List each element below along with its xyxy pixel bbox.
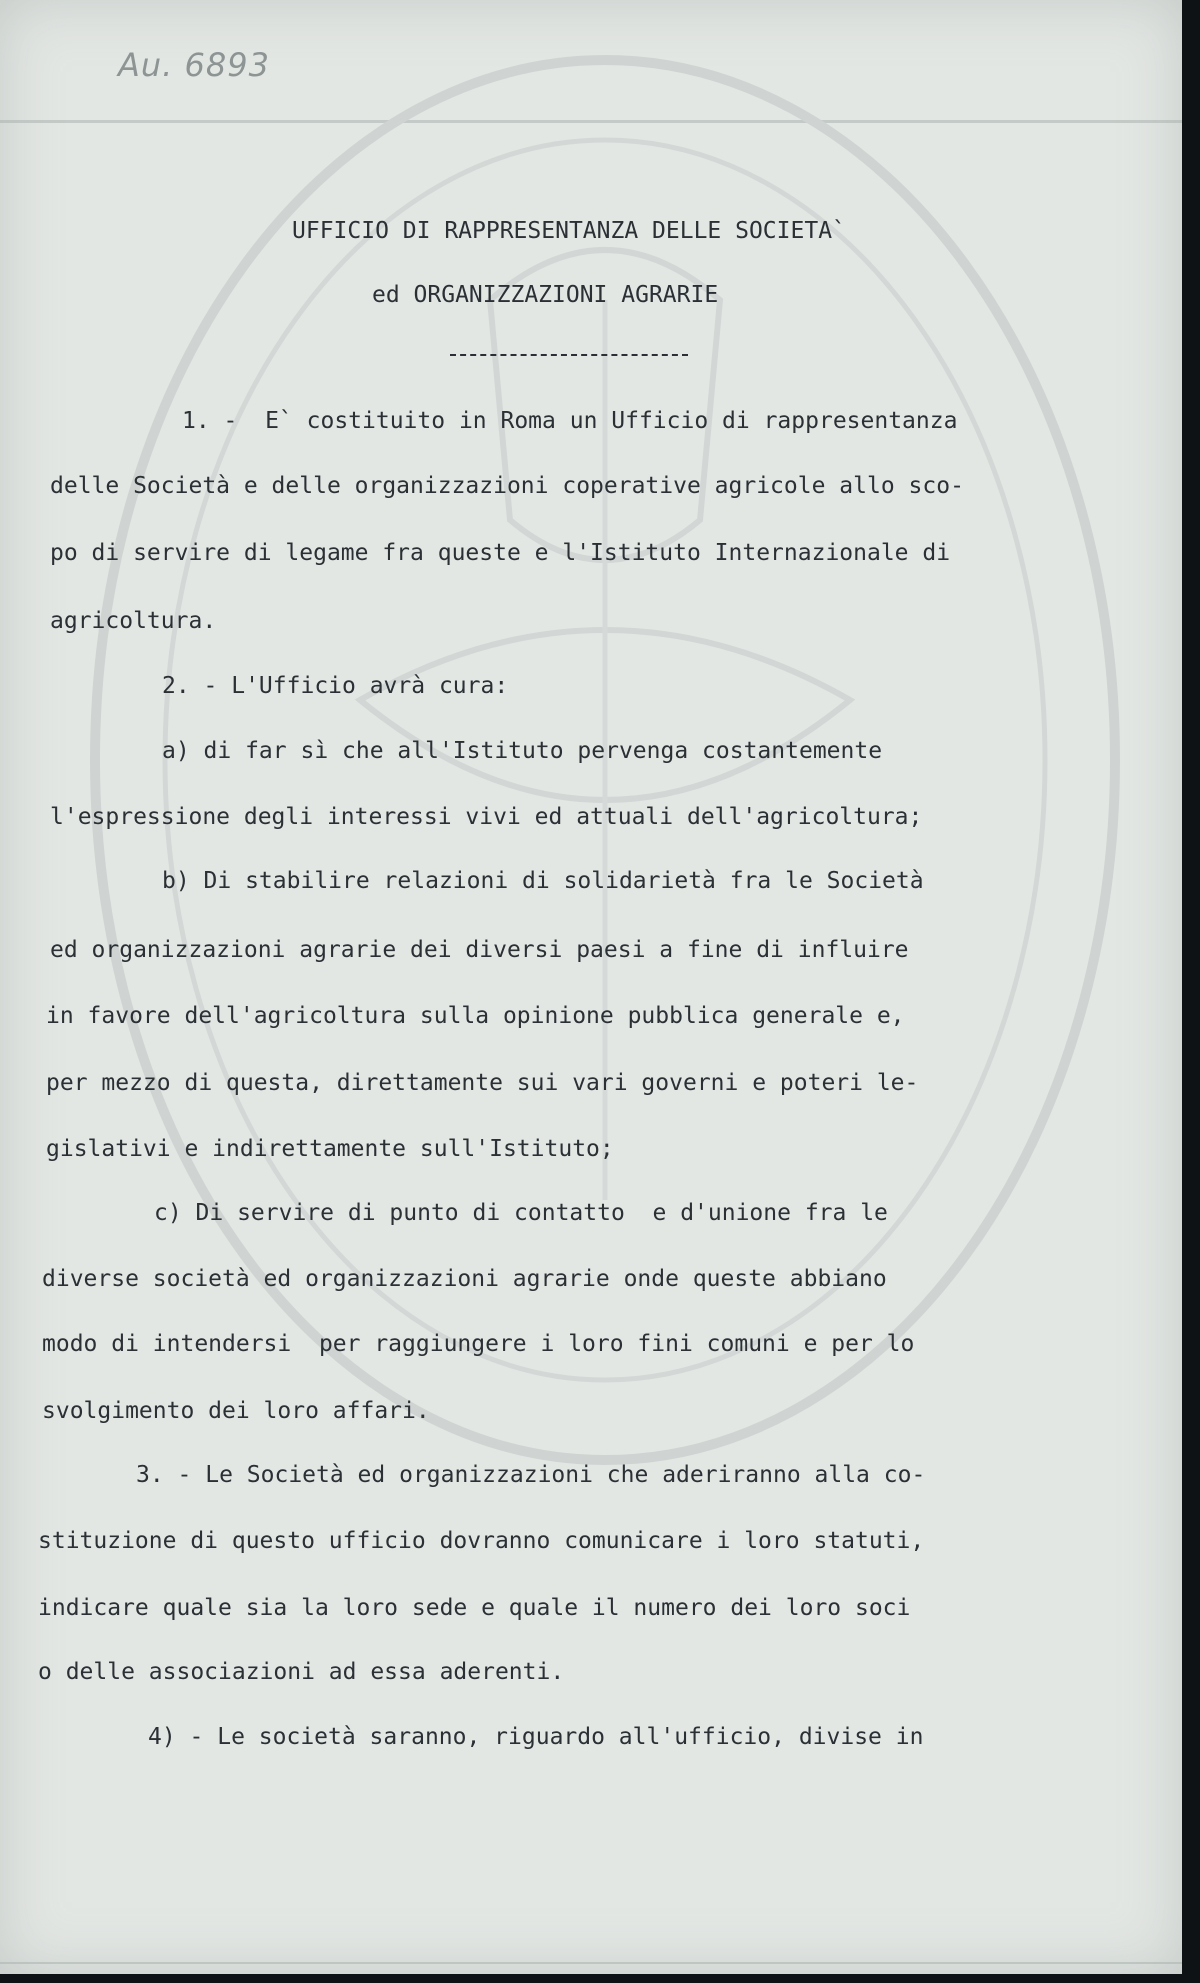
document-subtitle: ed ORGANIZZAZIONI AGRARIE [372, 282, 719, 308]
text-line: diverse società ed organizzazioni agrarie onde queste abbiano [42, 1266, 887, 1292]
paper-edge [0, 1962, 1182, 1964]
text-line: 3. - Le Società ed organizzazioni che aderiranno alla co- [136, 1462, 926, 1488]
text-line: modo di intendersi per raggiungere i loro fini comuni e per lo [42, 1331, 915, 1357]
text-line: b) Di stabilire relazioni di solidarietà fra le Società [162, 868, 924, 894]
text-line: gislativi e indirettamente sull'Istituto; [46, 1136, 614, 1162]
archive-reference: Au. 6893 [118, 46, 270, 84]
text-line: a) di far sì che all'Istituto pervenga costantemente [162, 738, 883, 764]
text-line: c) Di servire di punto di contatto e d'unione fra le [154, 1200, 888, 1226]
title-separator [450, 354, 688, 356]
text-line: l'espressione degli interessi vivi ed attuali dell'agricoltura; [50, 804, 923, 830]
text-line: po di servire di legame fra queste e l'Istituto Internazionale di [50, 540, 951, 566]
text-line: agricoltura. [50, 608, 217, 634]
text-line: stituzione di questo ufficio dovranno comunicare i loro statuti, [38, 1528, 925, 1554]
paper-fold [0, 120, 1182, 123]
text-line: per mezzo di questa, direttamente sui vari governi e poteri le- [46, 1070, 919, 1096]
text-line: 4) - Le società saranno, riguardo all'ufficio, divise in [148, 1724, 924, 1750]
document-title: UFFICIO DI RAPPRESENTANZA DELLE SOCIETA` [292, 218, 846, 244]
text-line: 2. - L'Ufficio avrà cura: [162, 673, 509, 699]
text-line: ed organizzazioni agrarie dei diversi paesi a fine di influire [50, 937, 909, 963]
text-line: svolgimento dei loro affari. [42, 1398, 430, 1424]
text-line: o delle associazioni ad essa aderenti. [38, 1659, 565, 1685]
scan-border [0, 1974, 1200, 1983]
text-line: 1. - E` costituito in Roma un Ufficio di rappresentanza [182, 408, 958, 434]
text-line: indicare quale sia la loro sede e quale il numero dei loro soci [38, 1595, 911, 1621]
text-line: in favore dell'agricoltura sulla opinione pubblica generale e, [46, 1003, 905, 1029]
text-line: delle Società e delle organizzazioni coperative agricole allo sco- [50, 473, 964, 499]
